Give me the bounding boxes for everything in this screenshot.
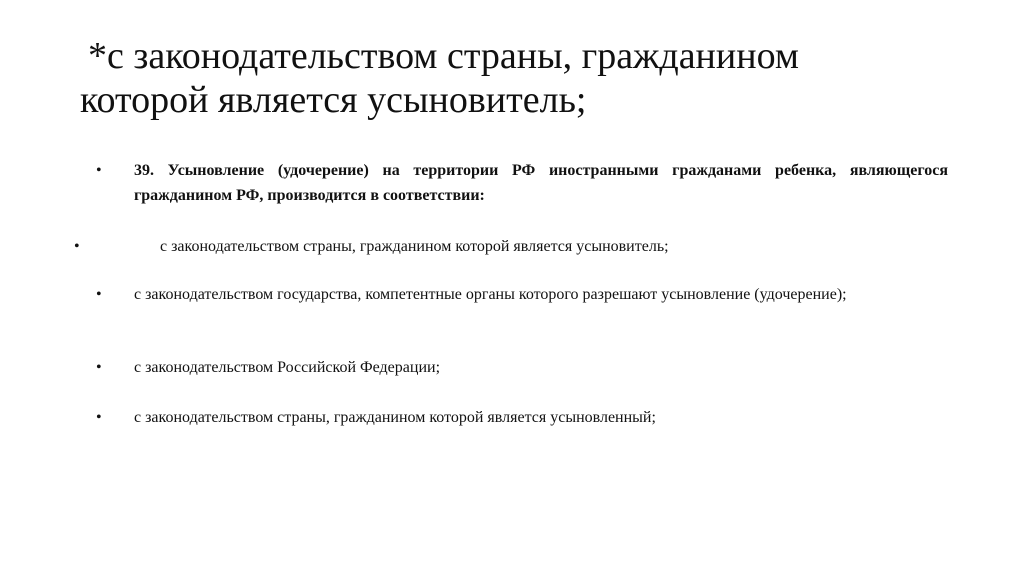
question-text: 39. Усыновление (удочерение) на территории РФ иностранными гражданами ребенка, являющегося гражданином РФ, производится в соответствии: bbox=[134, 162, 948, 204]
question-item bbox=[96, 158, 948, 208]
bullet-icon: • bbox=[96, 409, 102, 426]
bullet-icon: • bbox=[74, 238, 80, 255]
answer-option-text: с законодательством Российской Федерации; bbox=[134, 359, 441, 376]
bullet-icon: • bbox=[96, 359, 102, 376]
slide-title-line-2: которой является усыновитель; bbox=[80, 79, 587, 121]
bullet-icon: • bbox=[96, 286, 102, 303]
answer-option-4 bbox=[96, 405, 948, 430]
answer-option-3 bbox=[96, 355, 948, 380]
answer-option-1 bbox=[74, 234, 954, 259]
bullet-icon: • bbox=[96, 162, 102, 179]
answer-option-text: с законодательством государства, компетентные органы которого разрешают усыновление (удочерение); bbox=[134, 286, 847, 303]
answer-option-2 bbox=[96, 282, 948, 307]
answer-option-text: с законодательством страны, гражданином которой является усыновитель; bbox=[160, 238, 669, 255]
slide-title-line-1: *с законодательством страны, гражданином bbox=[88, 35, 799, 77]
answer-option-text: с законодательством страны, гражданином которой является усыновленный; bbox=[134, 409, 656, 426]
